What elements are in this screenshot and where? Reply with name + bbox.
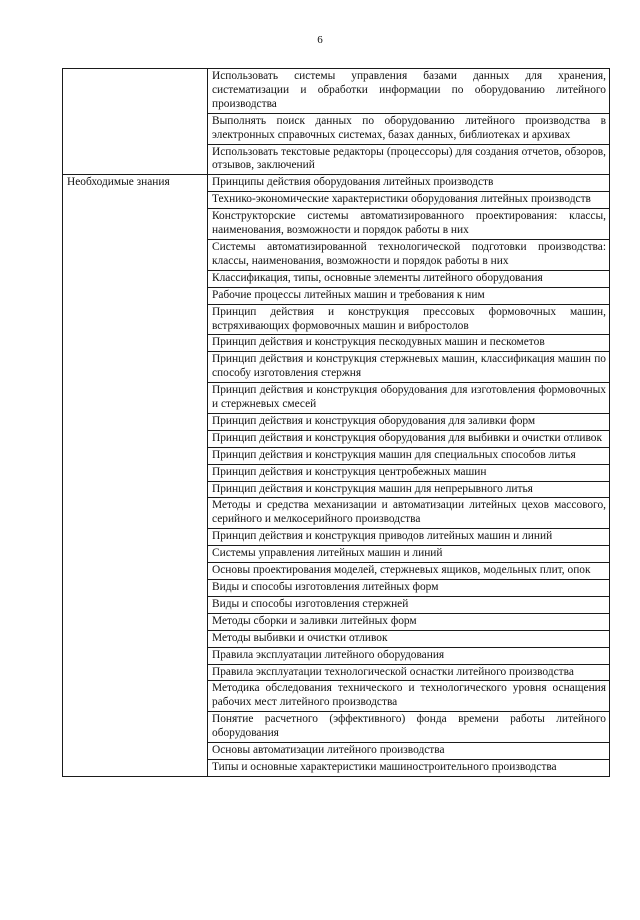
knowledge-item: Системы автоматизированной технологической подготовки производства: классы, наименования, возможности и порядок работы в них [208,239,610,270]
knowledge-item: Принцип действия и конструкция пескодувных машин и пескометов [208,335,610,352]
skill-item: Выполнять поиск данных по оборудованию литейного производства в электронных справочных системах, базах данных, библиотеках и архивах [208,113,610,144]
knowledge-item: Принцип действия и конструкция оборудования для заливки форм [208,413,610,430]
skill-row [63,69,610,114]
knowledge-item: Принцип действия и конструкция оборудования для изготовления формовочных и стержневых смесей [208,383,610,414]
skill-item: Использовать текстовые редакторы (процессоры) для создания отчетов, обзоров, отзывов, заключений [208,144,610,175]
skills-label-cell [63,69,208,175]
knowledge-item: Конструкторские системы автоматизированного проектирования: классы, наименования, возможности и порядок работы в них [208,209,610,240]
knowledge-item: Принцип действия и конструкция центробежных машин [208,464,610,481]
knowledge-item: Понятие расчетного (эффективного) фонда времени работы литейного оборудования [208,712,610,743]
knowledge-item: Принципы действия оборудования литейных производств [208,175,610,192]
knowledge-item: Технико-экономические характеристики оборудования литейных производств [208,192,610,209]
knowledge-item: Принцип действия и конструкция приводов литейных машин и линий [208,529,610,546]
knowledge-item: Принцип действия и конструкция стержневых машин, классификация машин по способу изготовления стержня [208,352,610,383]
skill-item: Использовать системы управления базами данных для хранения, систематизации и обработки информации по оборудованию литейного производства [208,69,610,114]
knowledge-item: Методы выбивки и очистки отливок [208,630,610,647]
knowledge-item: Системы управления литейных машин и линий [208,546,610,563]
knowledge-item: Принцип действия и конструкция машин для специальных способов литья [208,447,610,464]
knowledge-item: Основы проектирования моделей, стержневых ящиков, модельных плит, опок [208,563,610,580]
page-number: 6 [317,34,323,46]
knowledge-item: Основы автоматизации литейного производства [208,743,610,760]
knowledge-item: Методы и средства механизации и автоматизации литейных цехов массового, серийного и мелкосерийного производства [208,498,610,529]
knowledge-item: Виды и способы изготовления стержней [208,596,610,613]
knowledge-row [63,175,610,192]
knowledge-item: Принцип действия и конструкция прессовых формовочных машин, встряхивающих формовочных машин и вибростолов [208,304,610,335]
knowledge-item: Методы сборки и заливки литейных форм [208,613,610,630]
knowledge-item: Принцип действия и конструкция машин для непрерывного литья [208,481,610,498]
knowledge-item: Классификация, типы, основные элементы литейного оборудования [208,270,610,287]
knowledge-label: Необходимые знания [63,175,208,777]
knowledge-item: Методика обследования технического и технологического уровня оснащения рабочих мест литейного производства [208,681,610,712]
competency-table [62,68,610,777]
knowledge-item: Правила эксплуатации литейного оборудования [208,647,610,664]
knowledge-item: Правила эксплуатации технологической оснастки литейного производства [208,664,610,681]
knowledge-item: Принцип действия и конструкция оборудования для выбивки и очистки отливок [208,430,610,447]
knowledge-item: Рабочие процессы литейных машин и требования к ним [208,287,610,304]
knowledge-item: Виды и способы изготовления литейных форм [208,580,610,597]
knowledge-item: Типы и основные характеристики машиностроительного производства [208,759,610,776]
competency-table-body [63,69,610,777]
